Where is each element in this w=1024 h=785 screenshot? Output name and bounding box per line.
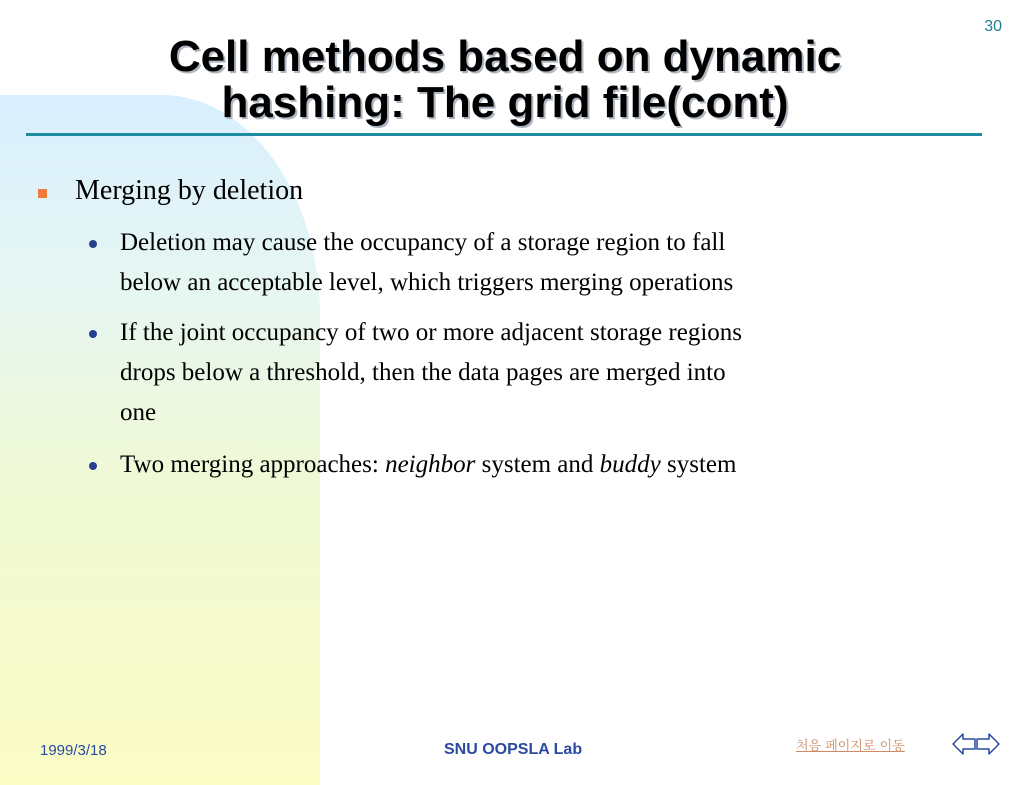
footer-date: 1999/3/18: [40, 742, 107, 759]
round-bullet-icon: [89, 330, 97, 338]
bullet-2-line-1: If the joint occupancy of two or more adjacent storage regions: [120, 319, 742, 346]
title-line-1: Cell methods based on dynamic: [168, 32, 842, 81]
bullet-heading: Merging by deletion: [75, 175, 304, 206]
title-line-2: hashing: The grid file(cont): [221, 78, 789, 127]
slide-number: 30: [984, 18, 1002, 35]
bullet-3-suffix: system: [660, 451, 737, 478]
bullet-3-buddy: buddy: [599, 451, 661, 478]
footer-lab-name: SNU OOPSLA Lab: [444, 741, 583, 758]
arrow-right-icon[interactable]: [975, 731, 1001, 757]
go-to-first-page-link[interactable]: 처음 페이지로 이동: [796, 739, 905, 754]
round-bullet-icon: [89, 462, 97, 470]
bullet-item-3: [120, 445, 980, 485]
bullet-item-1: [120, 223, 980, 303]
bullet-1-line-2: below an acceptable level, which triggers merging operations: [120, 269, 734, 296]
bullet-item-2: [120, 313, 980, 433]
round-bullet-icon: [89, 240, 97, 248]
bullet-2-line-3: one: [120, 399, 157, 426]
square-bullet-icon: [38, 189, 47, 198]
bullet-3-middle: system and: [475, 451, 600, 478]
bullet-2-line-2: drops below a threshold, then the data pages are merged into: [120, 359, 726, 386]
bullet-3-neighbor: neighbor: [385, 451, 476, 478]
arrow-left-icon[interactable]: [951, 731, 977, 757]
bullet-1-line-1: Deletion may cause the occupancy of a storage region to fall: [120, 229, 726, 256]
bullet-3-prefix: Two merging approaches:: [120, 451, 386, 478]
